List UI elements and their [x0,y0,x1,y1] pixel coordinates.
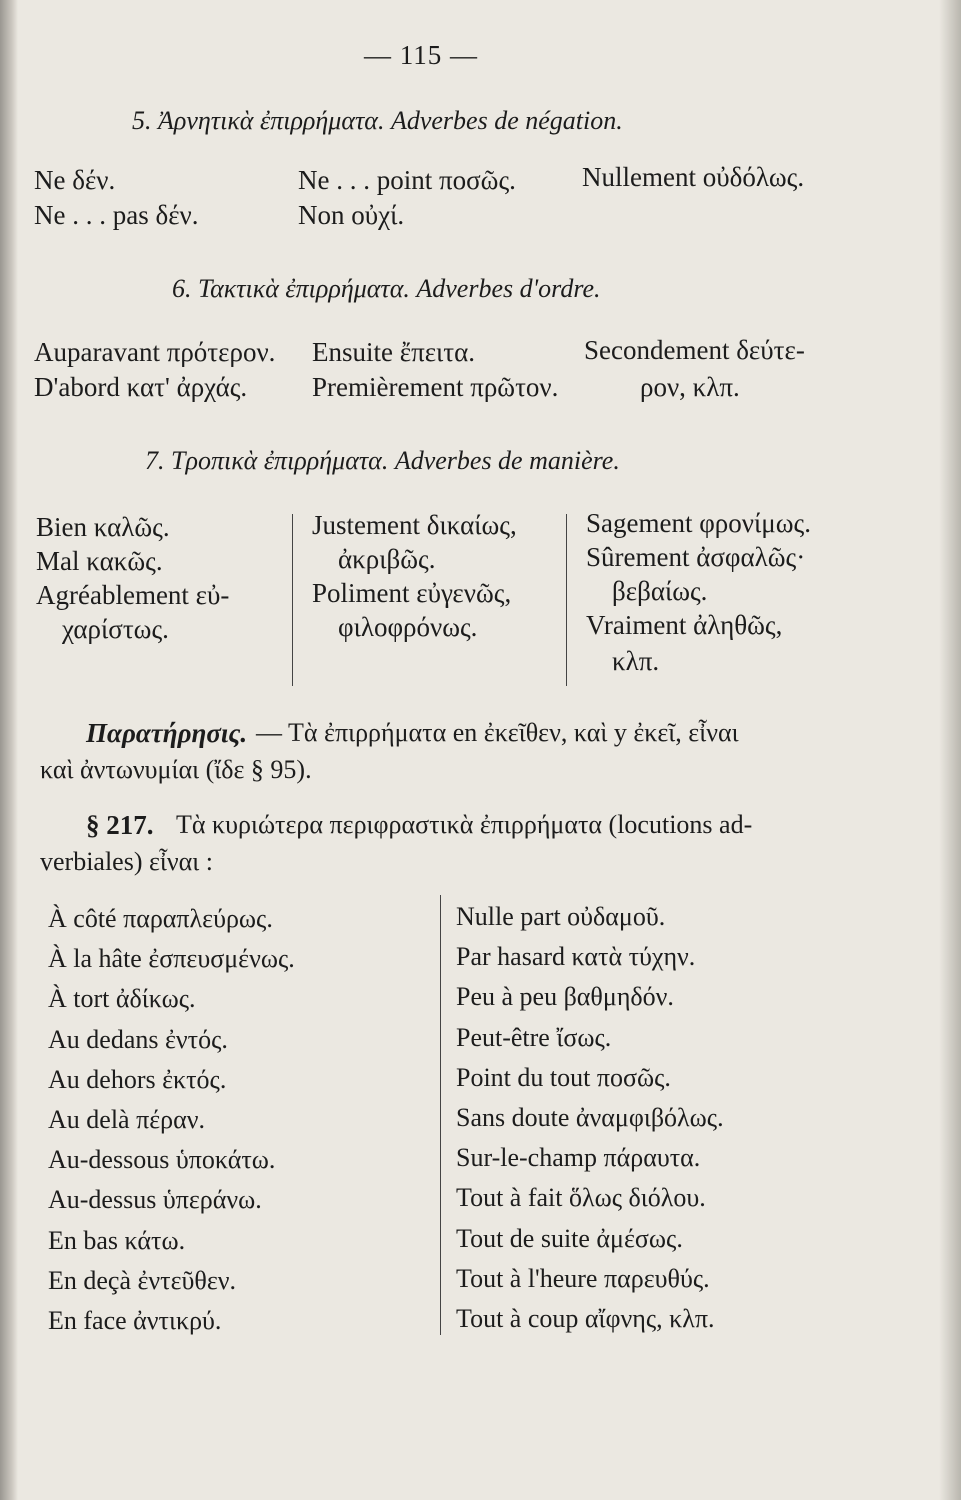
remark-text-line1: — Τὰ ἐπιρρήματα en ἐκεῖθεν, καὶ y ἐκεῖ, εἶναι [256,718,739,747]
list-item: Sur-le-champ πάραυτα. [456,1143,701,1173]
page-number: — 115 — [364,40,478,70]
list-item: Peut-être ἴσως. [456,1022,612,1052]
list-item: Nulle part οὐδαμοῦ. [456,902,666,931]
list-item: Vraiment ἀληθῶς, [586,610,783,640]
list-item: Sûrement ἀσφαλῶς· [586,542,806,572]
list-item: Au-dessus ὑπεράνω. [48,1185,262,1215]
section6-heading: 6. Τακτικὰ ἐπιρρήματα. Adverbes d'ordre. [172,274,601,303]
list-item: Auparavant πρότερον. [34,337,276,367]
list-item: κλπ. [612,646,660,676]
column-divider [440,895,441,1335]
list-item: Au-dessous ὑποκάτω. [48,1145,276,1175]
section5-heading: 5. Ἀρνητικὰ ἐπιρρήματα. Adverbes de négation. [132,106,623,135]
list-item: Au dehors ἐκτός. [48,1064,227,1094]
list-item: Tout à coup αἴφνης, κλπ. [456,1304,715,1333]
list-item: Bien καλῶς. [36,512,170,542]
list-item: Sans doute ἀναμφιβόλως. [456,1103,724,1132]
section7-heading: 7. Τροπικὰ ἐπιρρήματα. Adverbes de manière. [145,446,620,475]
remark-label: Παρατήρησις. [86,718,248,748]
paragraph-line1: Τὰ κυριώτερα περιφραστικὰ ἐπιρρήματα (locutions ad- [176,810,753,839]
column-divider [566,514,567,686]
list-item: Secondement δεύτε- [584,335,805,365]
column-divider [292,514,293,686]
list-item: χαρίστως. [62,614,169,644]
list-item: Ensuite ἔπειτα. [312,337,476,367]
list-item: Ne . . . pas δέν. [34,200,199,230]
list-item: En face ἀντικρύ. [48,1306,222,1335]
list-item: Non οὐχί. [298,200,405,230]
page-right-edge [939,0,961,1500]
list-item: Justement δικαίως, [312,510,517,540]
list-item: Tout à fait ὅλως διόλου. [456,1183,706,1213]
list-item: Peu à peu βαθμηδόν. [456,982,674,1012]
list-item: ρον, κλπ. [640,372,740,402]
list-item: Tout de suite ἀμέσως. [456,1223,683,1253]
list-item: Tout à l'heure παρευθύς. [456,1263,710,1293]
list-item: Mal κακῶς. [36,546,163,576]
list-item: Sagement φρονίμως. [586,508,811,538]
list-item: Ne . . . point ποσῶς. [298,165,516,195]
list-item: Point du tout ποσῶς. [456,1062,671,1092]
list-item: À côté παραπλεύρως. [48,904,273,933]
list-item: À tort ἀδίκως. [48,984,196,1014]
list-item: À la hâte ἐσπευσμένως. [48,944,295,974]
list-item: Agréablement εὐ- [36,580,230,610]
list-item: βεβαίως. [612,576,708,606]
page-binding-edge [0,0,18,1500]
list-item: Au dedans ἐντός. [48,1024,228,1054]
list-item: Nullement οὐδόλως. [582,162,805,192]
list-item: ἀκριβῶς. [338,544,436,574]
list-item: Premièrement πρῶτον. [312,372,559,402]
paragraph-number: § 217. [86,810,154,840]
remark-text-line2: καὶ ἀντωνυμίαι (ἴδε § 95). [40,755,312,784]
list-item: Au delà πέραν. [48,1105,205,1134]
list-item: En bas κάτω. [48,1225,186,1255]
paragraph-line2: verbiales) εἶναι : [40,847,214,876]
list-item: En deçà ἐντεῦθεν. [48,1265,237,1295]
list-item: Par hasard κατὰ τύχην. [456,942,696,972]
list-item: φιλοφρόνως. [338,612,478,642]
list-item: Ne δέν. [34,165,116,195]
list-item: D'abord κατ' ἀρχάς. [34,372,248,402]
list-item: Poliment εὐγενῶς, [312,578,512,608]
